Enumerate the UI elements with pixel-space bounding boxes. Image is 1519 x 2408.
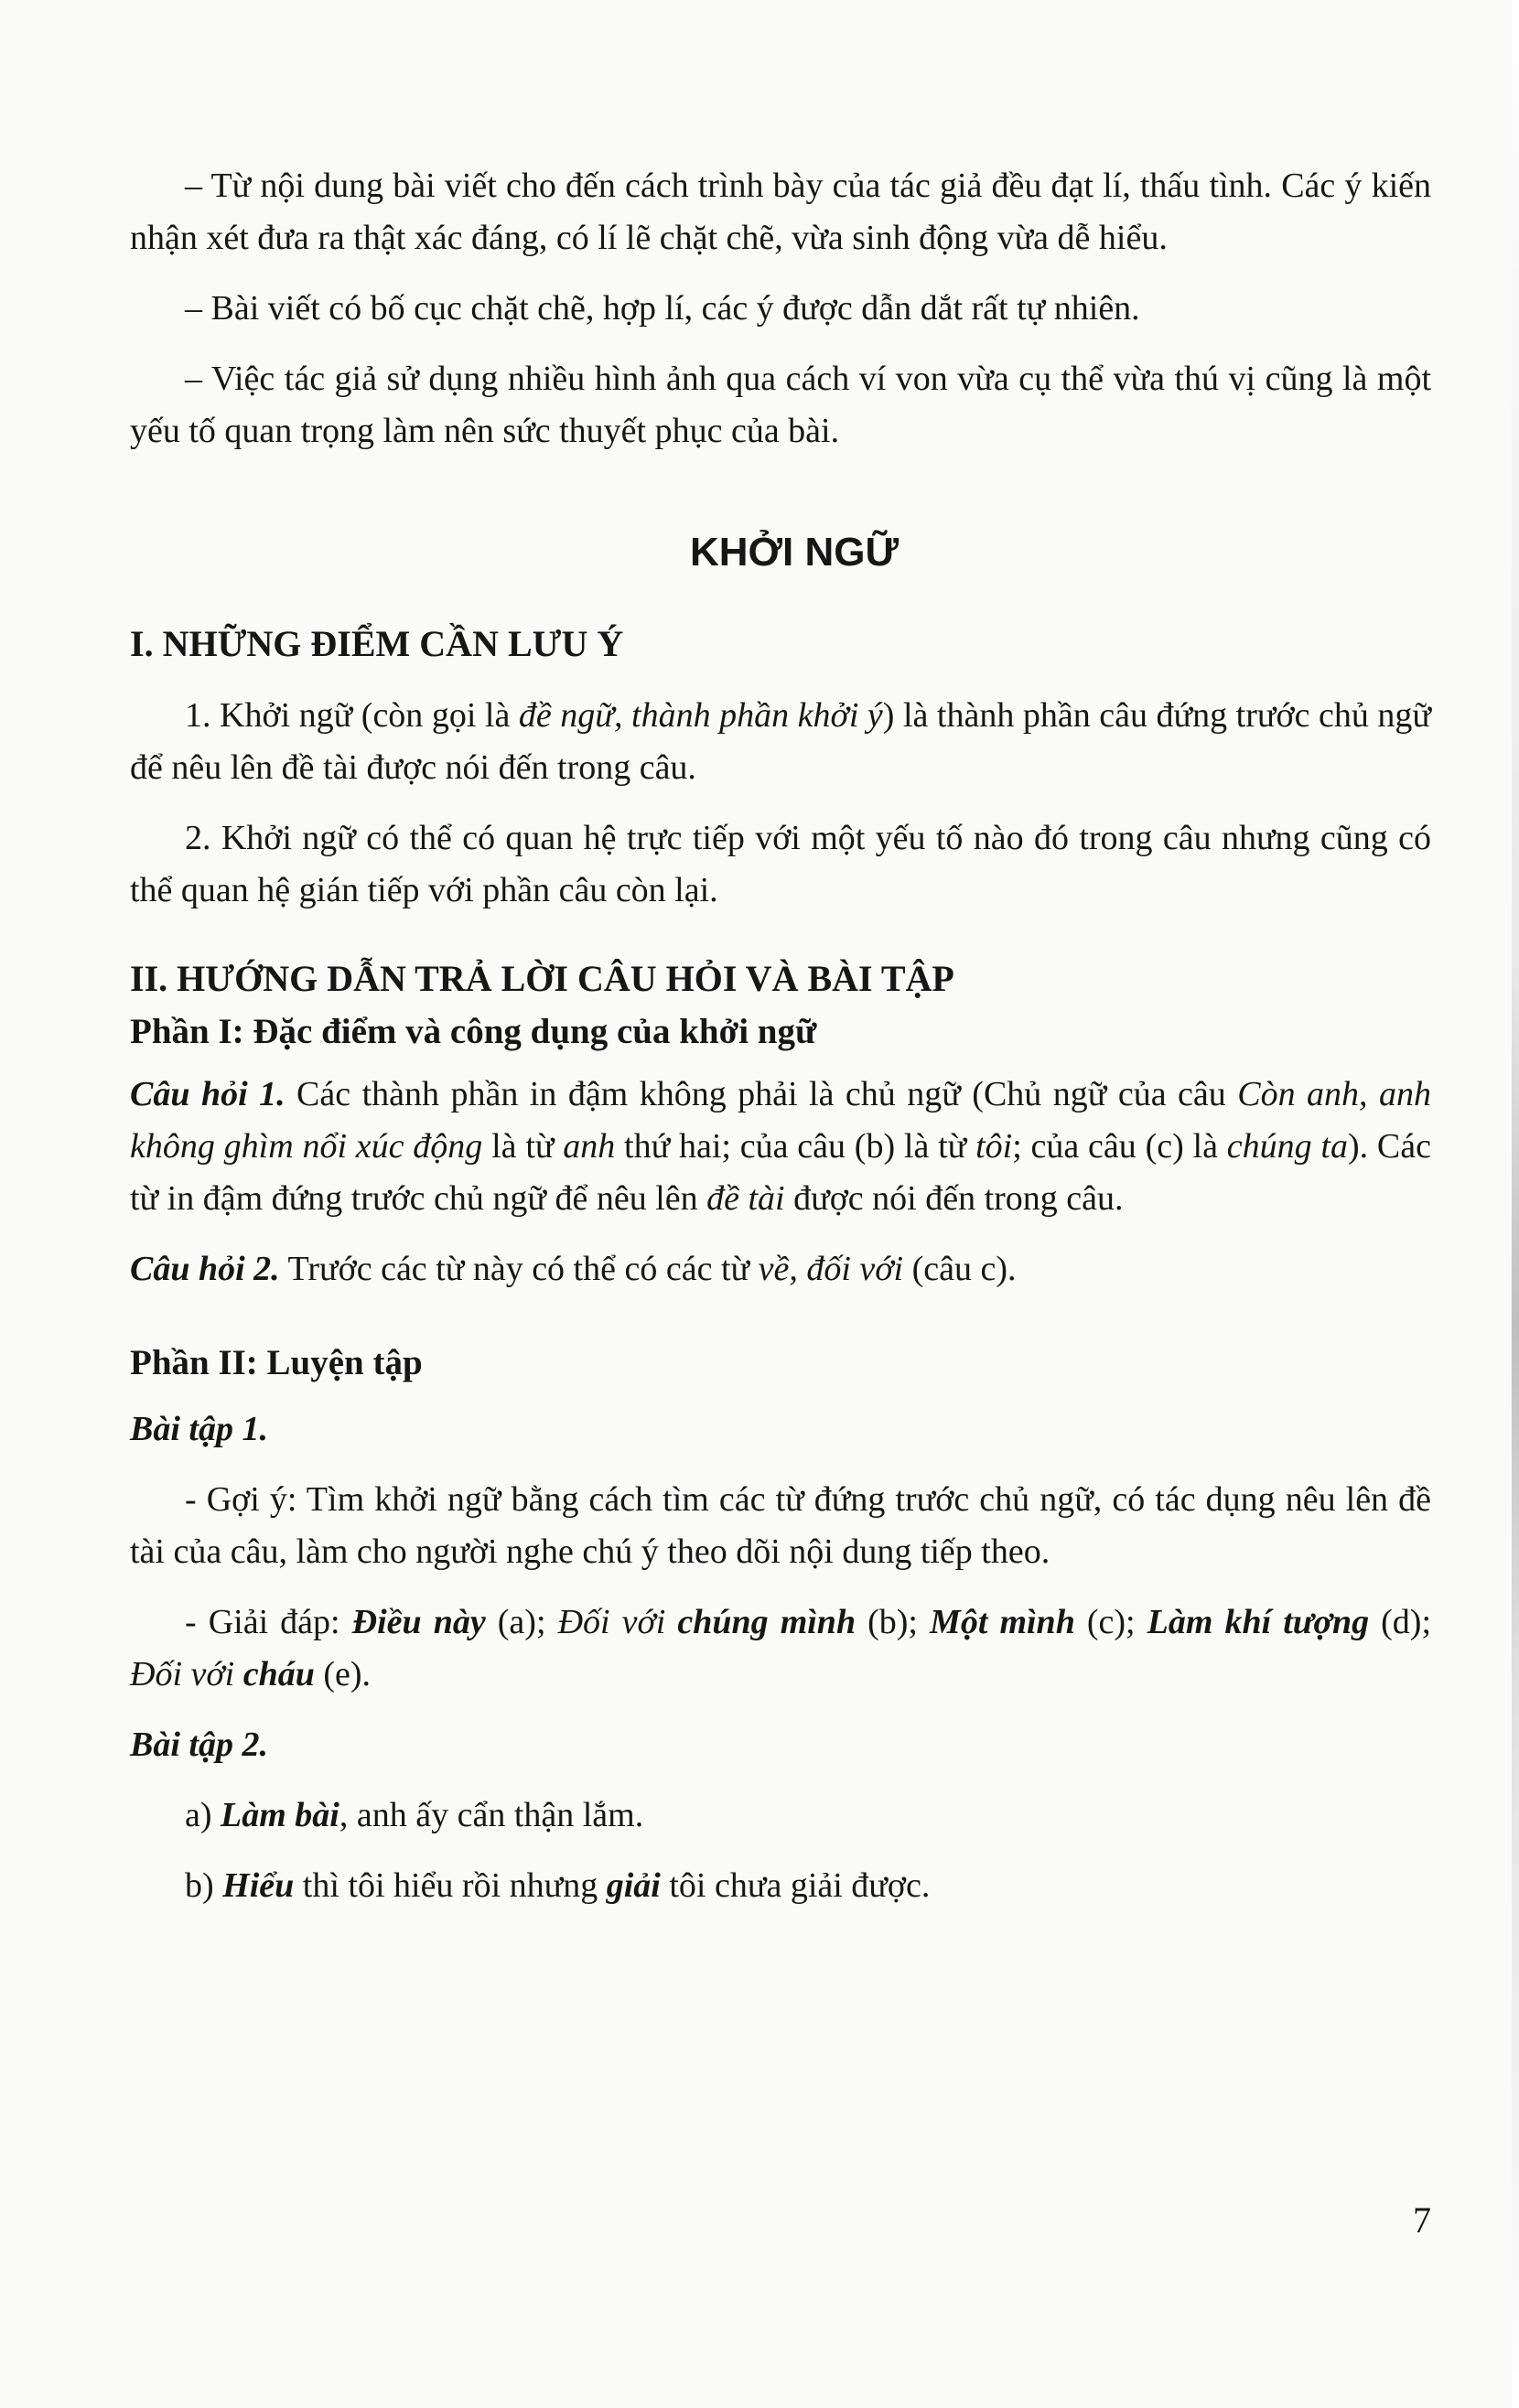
question-1: [130, 1069, 1431, 1225]
question-2-italic-1: về, đối với: [758, 1250, 904, 1288]
question-1-italic-3: tôi: [975, 1127, 1013, 1166]
question-1-text-4: ; của câu (c) là: [1012, 1127, 1227, 1166]
exercise-2-b-text-2: tôi chưa giải được.: [660, 1866, 931, 1905]
answer-sep-b: (b);: [856, 1603, 931, 1641]
answer-item-d: Làm khí tượng: [1147, 1603, 1370, 1641]
question-1-text-2: là từ: [482, 1127, 564, 1166]
question-1-label: Câu hỏi 1.: [130, 1075, 285, 1113]
exercise-1-hint: - Gợi ý: Tìm khởi ngữ bằng cách tìm các từ đứng trước chủ ngữ, có tác dụng nêu lên đề tài của câu, làm cho người nghe chú ý theo dõi nội dung tiếp theo.: [130, 1480, 1431, 1571]
exercise-2-b-bold-1: Hiểu: [222, 1866, 295, 1905]
question-1-italic-2: anh: [563, 1127, 616, 1166]
exercise-2-a-bold: Làm bài: [221, 1796, 339, 1834]
part-2-heading: Phần II: Luyện tập: [130, 1343, 423, 1382]
page-content: [130, 160, 1431, 1912]
section-heading-guide: II. HƯỚNG DẪN TRẢ LỜI CÂU HỎI VÀ BÀI TẬP: [130, 958, 954, 999]
exercise-2-b-bold-2: giải: [606, 1866, 661, 1905]
lesson-title: KHỞI NGỮ: [689, 530, 900, 575]
part-1-heading: Phần I: Đặc điểm và công dụng của khởi ngữ: [130, 1012, 817, 1051]
answer-item-e: cháu: [242, 1655, 315, 1693]
note-item-2: 2. Khởi ngữ có thể có quan hệ trực tiếp với một yếu tố nào đó trong câu nhưng cũng có thể quan hệ gián tiếp với phần câu còn lại.: [130, 819, 1431, 909]
paragraph-structure: – Bài viết có bố cục chặt chẽ, hợp lí, các ý được dẫn dắt rất tự nhiên.: [185, 289, 1140, 328]
page-number: 7: [1413, 2199, 1431, 2241]
exercise-1-answer: [130, 1596, 1431, 1701]
question-1-text-6: được nói đến trong câu.: [784, 1179, 1124, 1218]
exercise-2-item-a: [130, 1790, 1431, 1842]
question-1-italic-1: Còn anh, anh không ghìm nổi xúc động: [130, 1075, 1431, 1166]
exercise-2-b-marker: b): [185, 1866, 223, 1905]
note-item-1-text-c: ) là thành phần câu đứng trước chủ ngữ để nêu lên đề tài được nói đến trong câu.: [130, 696, 1431, 787]
answer-item-a: Điều này: [351, 1603, 486, 1641]
exercise-2-item-b: [130, 1860, 1431, 1912]
question-2-label: Câu hỏi 2.: [130, 1250, 280, 1288]
exercise-1-label: Bài tập 1.: [130, 1410, 268, 1448]
note-item-1: [130, 690, 1431, 794]
question-2-text-2: (câu c).: [903, 1250, 1017, 1288]
exercise-2-b-text-1: thì tôi hiểu rồi nhưng: [294, 1866, 607, 1905]
answer-sep-d: (d);: [1369, 1603, 1432, 1641]
scan-edge-shadow: [1512, 0, 1519, 2408]
question-1-italic-5: đề tài: [706, 1179, 785, 1218]
question-1-text-3: thứ hai; của câu (b) là từ: [615, 1127, 976, 1166]
exercise-2-a-text: , anh ấy cẩn thận lắm.: [339, 1796, 644, 1834]
answer-prefix: - Giải đáp:: [185, 1603, 352, 1641]
note-item-1-text-a: 1. Khởi ngữ (còn gọi là: [185, 696, 519, 735]
exercise-2-a-marker: a): [185, 1796, 221, 1834]
answer-sep-e: (e).: [314, 1655, 372, 1693]
paragraph-imagery: – Việc tác giả sử dụng nhiều hình ảnh qua cách ví von vừa cụ thể vừa thú vị cũng là một yếu tố quan trọng làm nên sức thuyết phục của bài.: [130, 360, 1431, 450]
answer-sep-c: (c);: [1074, 1603, 1147, 1641]
paragraph-reasoning: – Từ nội dung bài viết cho đến cách trình bày của tác giả đều đạt lí, thấu tình. Các ý kiến nhận xét đưa ra thật xác đáng, có lí lẽ chặt chẽ, vừa sinh động vừa dễ hiểu.: [130, 167, 1431, 257]
answer-sep-a: (a);: [485, 1603, 558, 1641]
answer-item-e-prefix: Đối với: [130, 1655, 243, 1693]
note-item-1-alt-names: đề ngữ, thành phần khởi ý: [518, 696, 883, 735]
exercise-2-label: Bài tập 2.: [130, 1725, 268, 1764]
section-heading-notes: I. NHỮNG ĐIỂM CẦN LƯU Ý: [130, 623, 624, 664]
question-1-italic-4: chúng ta: [1226, 1127, 1348, 1166]
question-2: [130, 1243, 1431, 1295]
question-1-text-5: ). Các từ in đậm đứng trước chủ ngữ để nêu lên: [130, 1127, 1432, 1218]
answer-item-b: chúng mình: [677, 1603, 856, 1641]
answer-item-c: Một mình: [930, 1603, 1075, 1641]
answer-item-b-prefix: Đối với: [557, 1603, 678, 1641]
question-2-text-1: Trước các từ này có thể có các từ: [279, 1250, 759, 1288]
question-1-text-1: Các thành phần in đậm không phải là chủ ngữ (Chủ ngữ của câu: [285, 1075, 1238, 1113]
